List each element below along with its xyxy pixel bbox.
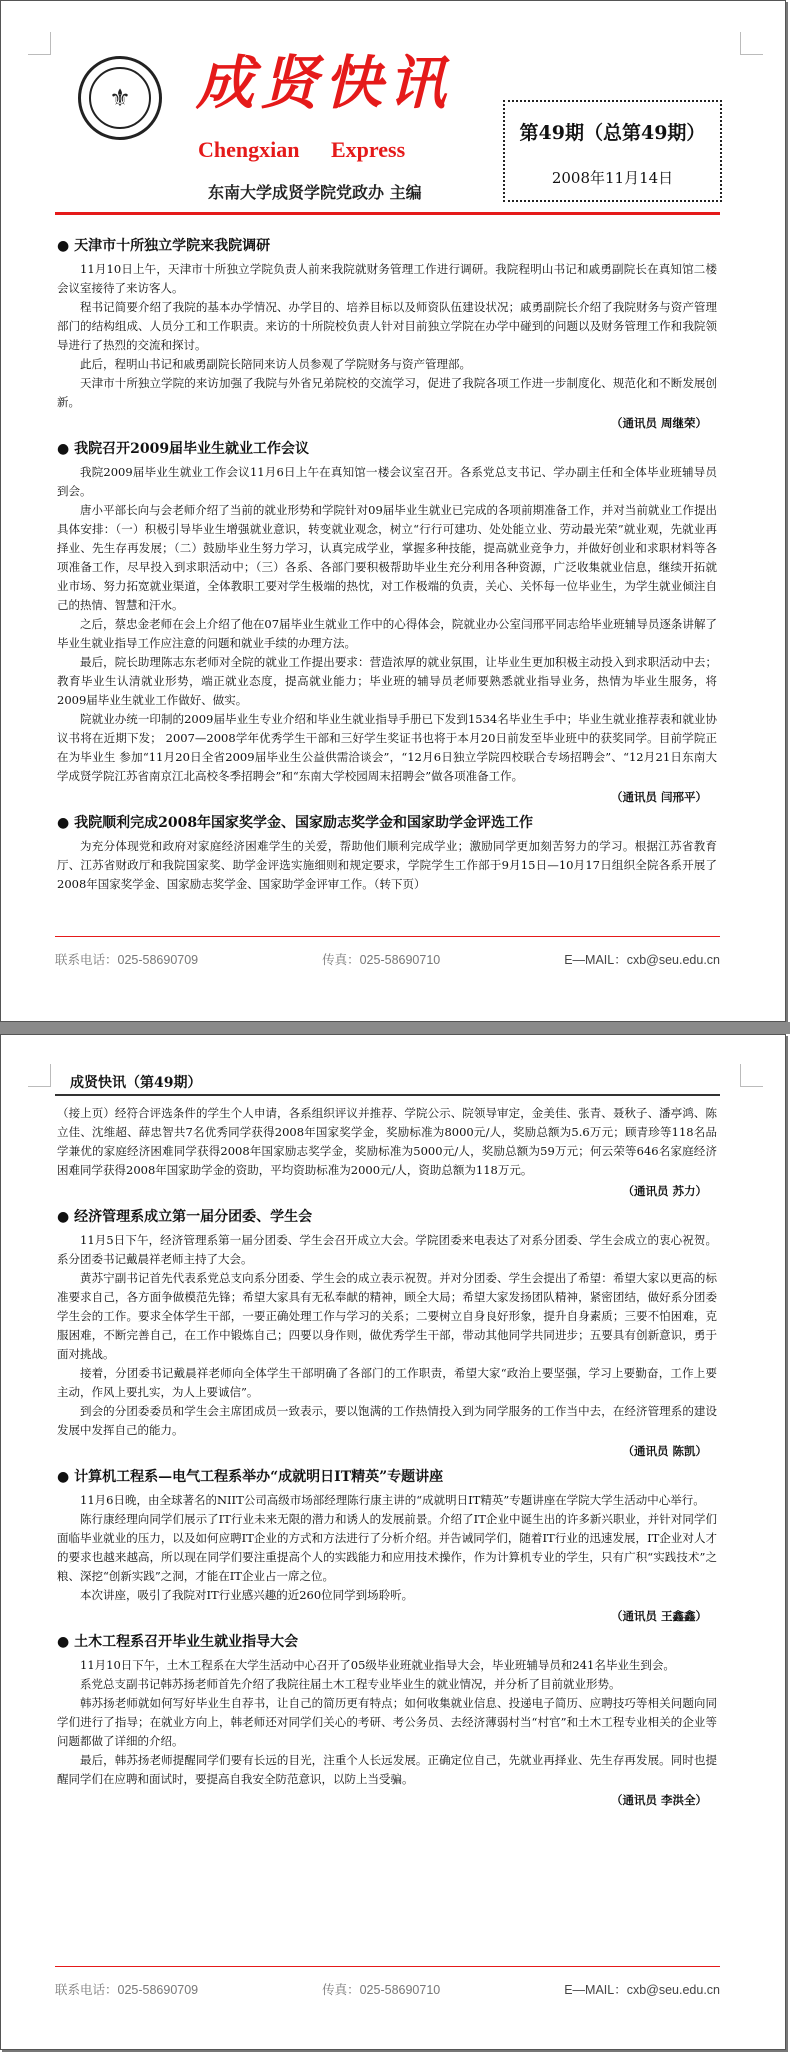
page-2-articles [57, 1104, 717, 1816]
article-paragraph: 黄苏宁副书记首先代表系党总支向系分团委、学生会的成立表示祝贺。并对分团委、学生会提出了希望：希望大家以更高的标准要求自己，各方面争做模范先锋；希望大家具有无私奉献的精神，顾全大局；希望大家发扬团队精神，紧密团结，做好系分团委学生会的工作。要求全体学生干部，一要正确处理工作与学习的关系；二要树立自身良好形象，提升自身素质；三要不怕困难，克服困难，不断完善自己，在工作中锻炼自己；四要以身作则，做优秀学生干部，带动其他同学共同进步；五要具有创新意识，勇于面对挑战。 [57, 1271, 717, 1361]
crop-mark [28, 1064, 51, 1087]
article-heading: ● 土木工程系召开毕业生就业指导大会 [57, 1632, 717, 1652]
footer-tel: 联系电话：025-58690709 [55, 1983, 199, 1997]
newsletter-title: 成贤快讯 [196, 49, 453, 117]
article [57, 236, 717, 433]
article-paragraph: 为充分体现党和政府对家庭经济困难学生的关爱，帮助他们顺利完成学业；激励同学更加刻苦努力的学习。根据江苏省教育厅、江苏省财政厅和我院国家奖、助学金评选实施细则和规定要求，学院学生工作部于9月15日—10月17日组织全院各系开展了2008年国家奖学金、国家励志奖学金、国家助学金评审工作。（转下页） [57, 839, 717, 891]
article-byline: （通讯员 陈凯） [622, 1444, 707, 1458]
page-1-articles [57, 236, 717, 904]
running-title: 成贤快讯（第49期） [70, 1075, 202, 1091]
article-paragraph: 到会的分团委委员和学生会主席团成员一致表示，要以饱满的工作热情投入到为同学服务的工作当中去，在经济管理系的建设发展中发挥自己的能力。 [57, 1404, 717, 1437]
crop-mark [28, 32, 51, 55]
article-paragraph: 我院2009届毕业生就业工作会议11月6日上午在真知馆一楼会议室召开。各系党总支书记、学办副主任和全体毕业班辅导员到会。 [57, 465, 717, 498]
newsletter-organizer: 东南大学成贤学院党政办 主编 [208, 183, 422, 202]
footer-rule [55, 936, 720, 937]
university-logo [78, 56, 162, 140]
logo-emblem-icon: ⚜ [89, 67, 151, 129]
issue-date: 2008年11月14日 [551, 169, 674, 187]
article [57, 813, 717, 900]
article-byline: （通讯员 周继荣） [610, 416, 707, 430]
issue-number: 第49期（总第49期） [519, 122, 706, 144]
footer-email: E—MAIL：cxb@seu.edu.cn [564, 1983, 720, 1997]
article-paragraph: （接上页）经符合评选条件的学生个人申请，各系组织评议并推荐、学院公示、院领导审定，金美佳、张青、聂秋子、潘亭鸿、陈立佳、沈维超、薛忠智共7名优秀同学获得2008年国家奖学金，奖励标准为8000元/人，奖励总额为5.6万元；顾青珍等118名品学兼优的家庭经济困难同学获得2008年国家励志奖学金，奖励标准为5000元/人，奖励总额为59万元；何云荣等646名家庭经济困难同学获得2008年国家助学金的资助，平均资助标准为2000元/人，资助总额为118万元。 [57, 1106, 717, 1177]
article-heading: ● 我院顺利完成2008年国家奖学金、国家励志奖学金和国家助学金评选工作 [57, 813, 717, 833]
article-heading: ● 天津市十所独立学院来我院调研 [57, 236, 717, 256]
article-byline: （通讯员 闫邢平） [610, 790, 707, 804]
article-paragraph: 11月10日下午，土木工程系在大学生活动中心召开了05级毕业班就业指导大会，毕业班辅导员和241名毕业生到会。 [80, 1658, 675, 1672]
footer-rule [55, 1966, 720, 1967]
article-paragraph: 院就业办统一印制的2009届毕业生专业介绍和毕业生就业指导手册已下发到1534名毕业生手中；毕业生就业推荐表和就业协议书将在近期下发； 2007—2008学年优秀学生干部和三好学生奖证书也将于本月20日前发至毕业班中的获奖同学。目前学院正在为毕业生 参加“11月20日全省2009届毕业生公益供需洽谈会”，“12月6日独立学院四校联合专场招聘会”、“12月21日东南大学成贤学院江苏省南京江北高校冬季招聘会”和“东南大学校园周末招聘会”做各项准备工作。 [57, 712, 717, 783]
article [57, 1104, 717, 1201]
article-paragraph: 11月6日晚，由全球著名的NIIT公司高级市场部经理陈行康主讲的“成就明日IT精英”专题讲座在学院大学生活动中心举行。 [80, 1493, 705, 1507]
article-paragraph: 程书记简要介绍了我院的基本办学情况、办学目的、培养目标以及师资队伍建设状况；戚勇副院长介绍了我院财务与资产管理部门的结构组成、人员分工和工作职责。来访的十所院校负责人针对目前独立学院在办学中碰到的问题以及财务管理工作和我院领导进行了热烈的交流和探讨。 [57, 300, 717, 352]
article-paragraph: 陈行康经理向同学们展示了IT行业未来无限的潜力和诱人的发展前景。介绍了IT企业中诞生出的许多新兴职业，并针对同学们面临毕业就业的压力，以及如何应聘IT企业的方式和方法进行了分析介绍。并告诫同学们，随着IT行业的迅速发展，IT企业对人才的要求也越来越高，所以现在同学们要注重提高个人的实践能力和应用技术操作，作为计算机专业的学生，只有广积“实践技术”之粮、深挖“创新实践”之洞，才能在IT企业占一席之位。 [57, 1512, 717, 1583]
article [57, 1467, 717, 1626]
article-heading: ● 经济管理系成立第一届分团委、学生会 [57, 1207, 717, 1227]
article [57, 1207, 717, 1461]
footer-fax: 传真：025-58690710 [322, 1983, 441, 1997]
crop-mark [740, 1064, 763, 1087]
article-byline: （通讯员 苏力） [622, 1184, 707, 1198]
article-paragraph: 11月5日下午，经济管理系第一届分团委、学生会召开成立大会。学院团委来电表达了对系分团委、学生会成立的衷心祝贺。系分团委书记戴晨祥老师主持了大会。 [57, 1233, 717, 1266]
article-paragraph: 最后，院长助理陈志东老师对全院的就业工作提出要求：营造浓厚的就业氛围，让毕业生更加积极主动投入到求职活动中去；教育毕业生认清就业形势，端正就业态度，提高就业能力；毕业班的辅导员老师要熟悉就业指导业务，热情为毕业生服务，将2009届毕业生就业工作做好、做实。 [57, 655, 717, 707]
article-paragraph: 接着，分团委书记戴晨祥老师向全体学生干部明确了各部门的工作职责，希望大家“政治上要坚强，学习上要勤奋，工作上要主动，作风上要扎实，为人上要诚信”。 [57, 1366, 717, 1399]
footer-fax: 传真：025-58690710 [322, 953, 441, 967]
article-paragraph: 最后，韩苏扬老师提醒同学们要有长远的目光，注重个人长远发展。正确定位自己，先就业再择业、先生存再发展。同时也提醒同学们在应聘和面试时，要提高自我安全防范意识，以防上当受骗。 [57, 1753, 717, 1786]
crop-mark [740, 32, 763, 55]
article-heading: ● 我院召开2009届毕业生就业工作会议 [57, 439, 717, 459]
article-byline: （通讯员 李洪全） [610, 1793, 707, 1807]
article [57, 1632, 717, 1810]
article-paragraph: 韩苏扬老师就如何写好毕业生自荐书，让自己的简历更有特点；如何收集就业信息、投递电子简历、应聘技巧等相关问题向同学们进行了指导；在就业方向上，韩老师还对同学们关心的考研、考公务员、去经济薄弱村当“村官”和土木工程专业相关的企业等问题都做了详细的介绍。 [57, 1696, 717, 1748]
article-paragraph: 天津市十所独立学院的来访加强了我院与外省兄弟院校的交流学习，促进了我院各项工作进一步制度化、规范化和不断发展创新。 [57, 376, 717, 409]
article-paragraph: 唐小平部长向与会老师介绍了当前的就业形势和学院针对09届毕业生就业已完成的各项前期准备工作，并对当前就业工作提出具体安排：（一）积极引导毕业生增强就业意识，转变就业观念，树立“行行可建功、处处能立业、劳动最光荣”就业观，先就业再择业、先生存再发展；（二）鼓励毕业生努力学习，认真完成学业，掌握多种技能，提高就业竞争力，并做好创业和求职材料等各项准备工作，尽早投入到求职活动中；（三）各系、各部门要积极帮助毕业生充分利用各种资源，广泛收集就业信息，继续开拓就业市场、努力拓宽就业渠道，全体教职工要对学生极端的热忱，对工作极端的负责，关心、关怀每一位毕业生，为学生就业倾注自己的热情、智慧和汗水。 [57, 503, 717, 612]
article-byline: （通讯员 王鑫鑫） [610, 1609, 707, 1623]
article-paragraph: 本次讲座，吸引了我院对IT行业感兴趣的近260位同学到场聆听。 [80, 1588, 414, 1602]
issue-box [503, 100, 722, 202]
article-paragraph: 之后，蔡忠金老师在会上介绍了他在07届毕业生就业工作中的心得体会，院就业办公室闫邢平同志给毕业班辅导员逐条讲解了毕业生就业指导工作应注意的问题和就业手续的办理方法。 [57, 617, 717, 650]
article-heading: ● 计算机工程系—电气工程系举办“成就明日IT精英”专题讲座 [57, 1467, 717, 1487]
article-paragraph: 此后，程明山书记和戚勇副院长陪同来访人员参观了学院财务与资产管理部。 [80, 357, 471, 371]
footer-tel: 联系电话：025-58690709 [55, 953, 199, 967]
footer-page-2 [55, 1980, 720, 1998]
article-paragraph: 系党总支副书记韩苏扬老师首先介绍了我院往届土木工程专业毕业生的就业情况，并分析了目前就业形势。 [80, 1677, 621, 1691]
footer-page-1 [55, 950, 720, 968]
article-paragraph: 11月10日上午，天津市十所独立学院负责人前来我院就财务管理工作进行调研。我院程明山书记和戚勇副院长在真知馆二楼会议室接待了来访客人。 [57, 262, 717, 295]
newsletter-title-english: Chengxian Express [198, 137, 406, 162]
article [57, 439, 717, 807]
footer-email: E—MAIL：cxb@seu.edu.cn [564, 953, 720, 967]
page-gap [0, 1022, 790, 1034]
header-rule [55, 212, 720, 215]
running-title-rule [55, 1094, 720, 1096]
